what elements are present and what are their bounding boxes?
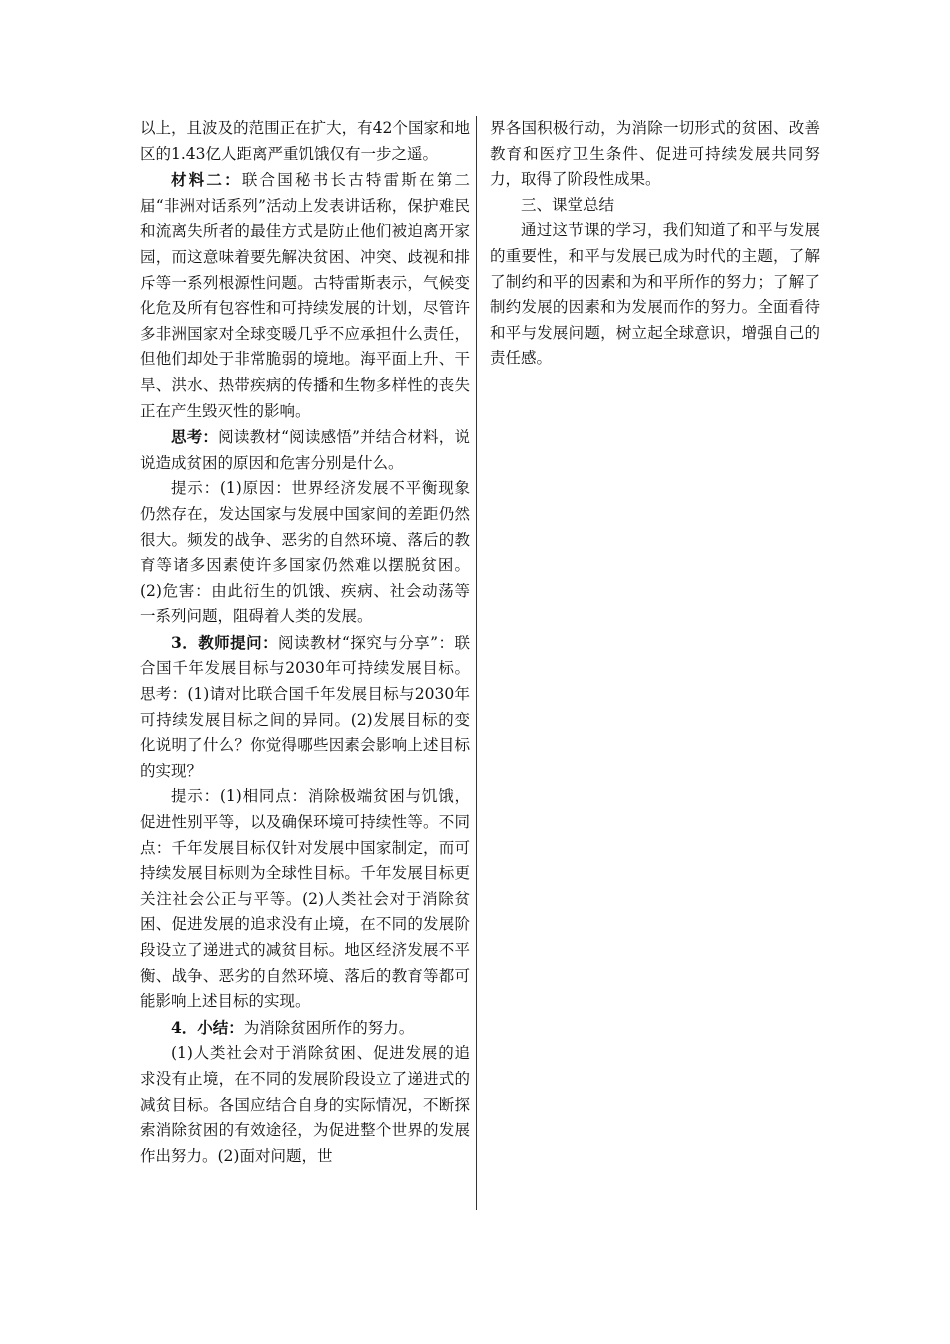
paragraph-hunger-intro: 以上，且波及的范围正在扩大，有42个国家和地区的1.43亿人距离严重饥饿仅有一步之遥。 (140, 119, 470, 163)
teacher-question-label: 3．教师提问： (171, 632, 279, 652)
teacher-question-text: 阅读教材“探究与分享”：联合国千年发展目标与2030年可持续发展目标。思考：(1)请对比联合国千年发展目标与2030年可持续发展目标之间的异同。(2)发展目标的变化说明了什么？你觉得哪些因素会影响上述目标的实现？ (140, 633, 470, 780)
think-text: 阅读教材“阅读感悟”并结合材料，说说造成贫困的原因和危害分别是什么。 (140, 428, 470, 472)
summary-label: 4．小结： (171, 1017, 244, 1037)
summary-text: 为消除贫困所作的努力。 (243, 1018, 415, 1037)
paragraph-class-summary: 通过这节课的学习，我们知道了和平与发展的重要性，和平与发展已成为时代的主题，了解了制约和平的因素和为和平所作的努力；了解了制约发展的因素和为发展而作的努力。全面看待和平与发展问题，树立起全球意识，增强自己的责任感。 (490, 221, 820, 368)
material-two-label: 材料二： (171, 170, 242, 190)
paragraph-continuation: 界各国积极行动，为消除一切形式的贫困、改善教育和医疗卫生条件、促进可持续发展共同努力，取得了阶段性成果。 (490, 119, 820, 189)
paragraph-summary (140, 1015, 470, 1042)
paragraph-hint-poverty: 提示：(1)原因：世界经济发展不平衡现象仍然存在，发达国家与发展中国家间的差距仍然很大。频发的战争、恶劣的自然环境、落后的教育等诸多因素使许多国家仍然难以摆脱贫困。(2)危害：由此衍生的饥饿、疾病、社会动荡等一系列问题，阻碍着人类的发展。 (140, 479, 470, 626)
column-divider (476, 116, 477, 1210)
left-column (140, 116, 470, 1169)
section-heading-summary: 三、课堂总结 (521, 195, 615, 214)
material-two-text: 联合国秘书长古特雷斯在第二届“非洲对话系列”活动上发表讲话称，保护难民和流离失所者的最佳方式是防止他们被迫离开家园，而这意味着要先解决贫困、冲突、歧视和排斥等一系列根源性问题。古特雷斯表示，气候变化危及所有包容性和可持续发展的计划，尽管许多非洲国家对全球变暖几乎不应承担什么责任，但他们却处于非常脆弱的境地。海平面上升、干旱、洪水、热带疾病的传播和生物多样性的丧失正在产生毁灭性的影响。 (140, 171, 470, 420)
paragraph-material-two (140, 167, 470, 424)
paragraph-teacher-question (140, 630, 470, 785)
right-column (490, 116, 820, 372)
paragraph-hint-goals: 提示：(1)相同点：消除极端贫困与饥饿，促进性别平等，以及确保环境可持续性等。不同点：千年发展目标仅针对发展中国家制定，而可持续发展目标则为全球性目标。千年发展目标更关注社会公正与平等。(2)人类社会对于消除贫困、促进发展的追求没有止境，在不同的发展阶段设立了递进式的减贫目标。地区经济发展不平衡、战争、恶劣的自然环境、落后的教育等都可能影响上述目标的实现。 (140, 787, 470, 1011)
think-label: 思考： (171, 427, 219, 447)
paragraph-summary-detail: (1)人类社会对于消除贫困、促进发展的追求没有止境，在不同的发展阶段设立了递进式的减贫目标。各国应结合自身的实际情况，不断探索消除贫困的有效途径，为促进整个世界的发展作出努力。(2)面对问题，世 (140, 1044, 470, 1165)
paragraph-think (140, 424, 470, 476)
